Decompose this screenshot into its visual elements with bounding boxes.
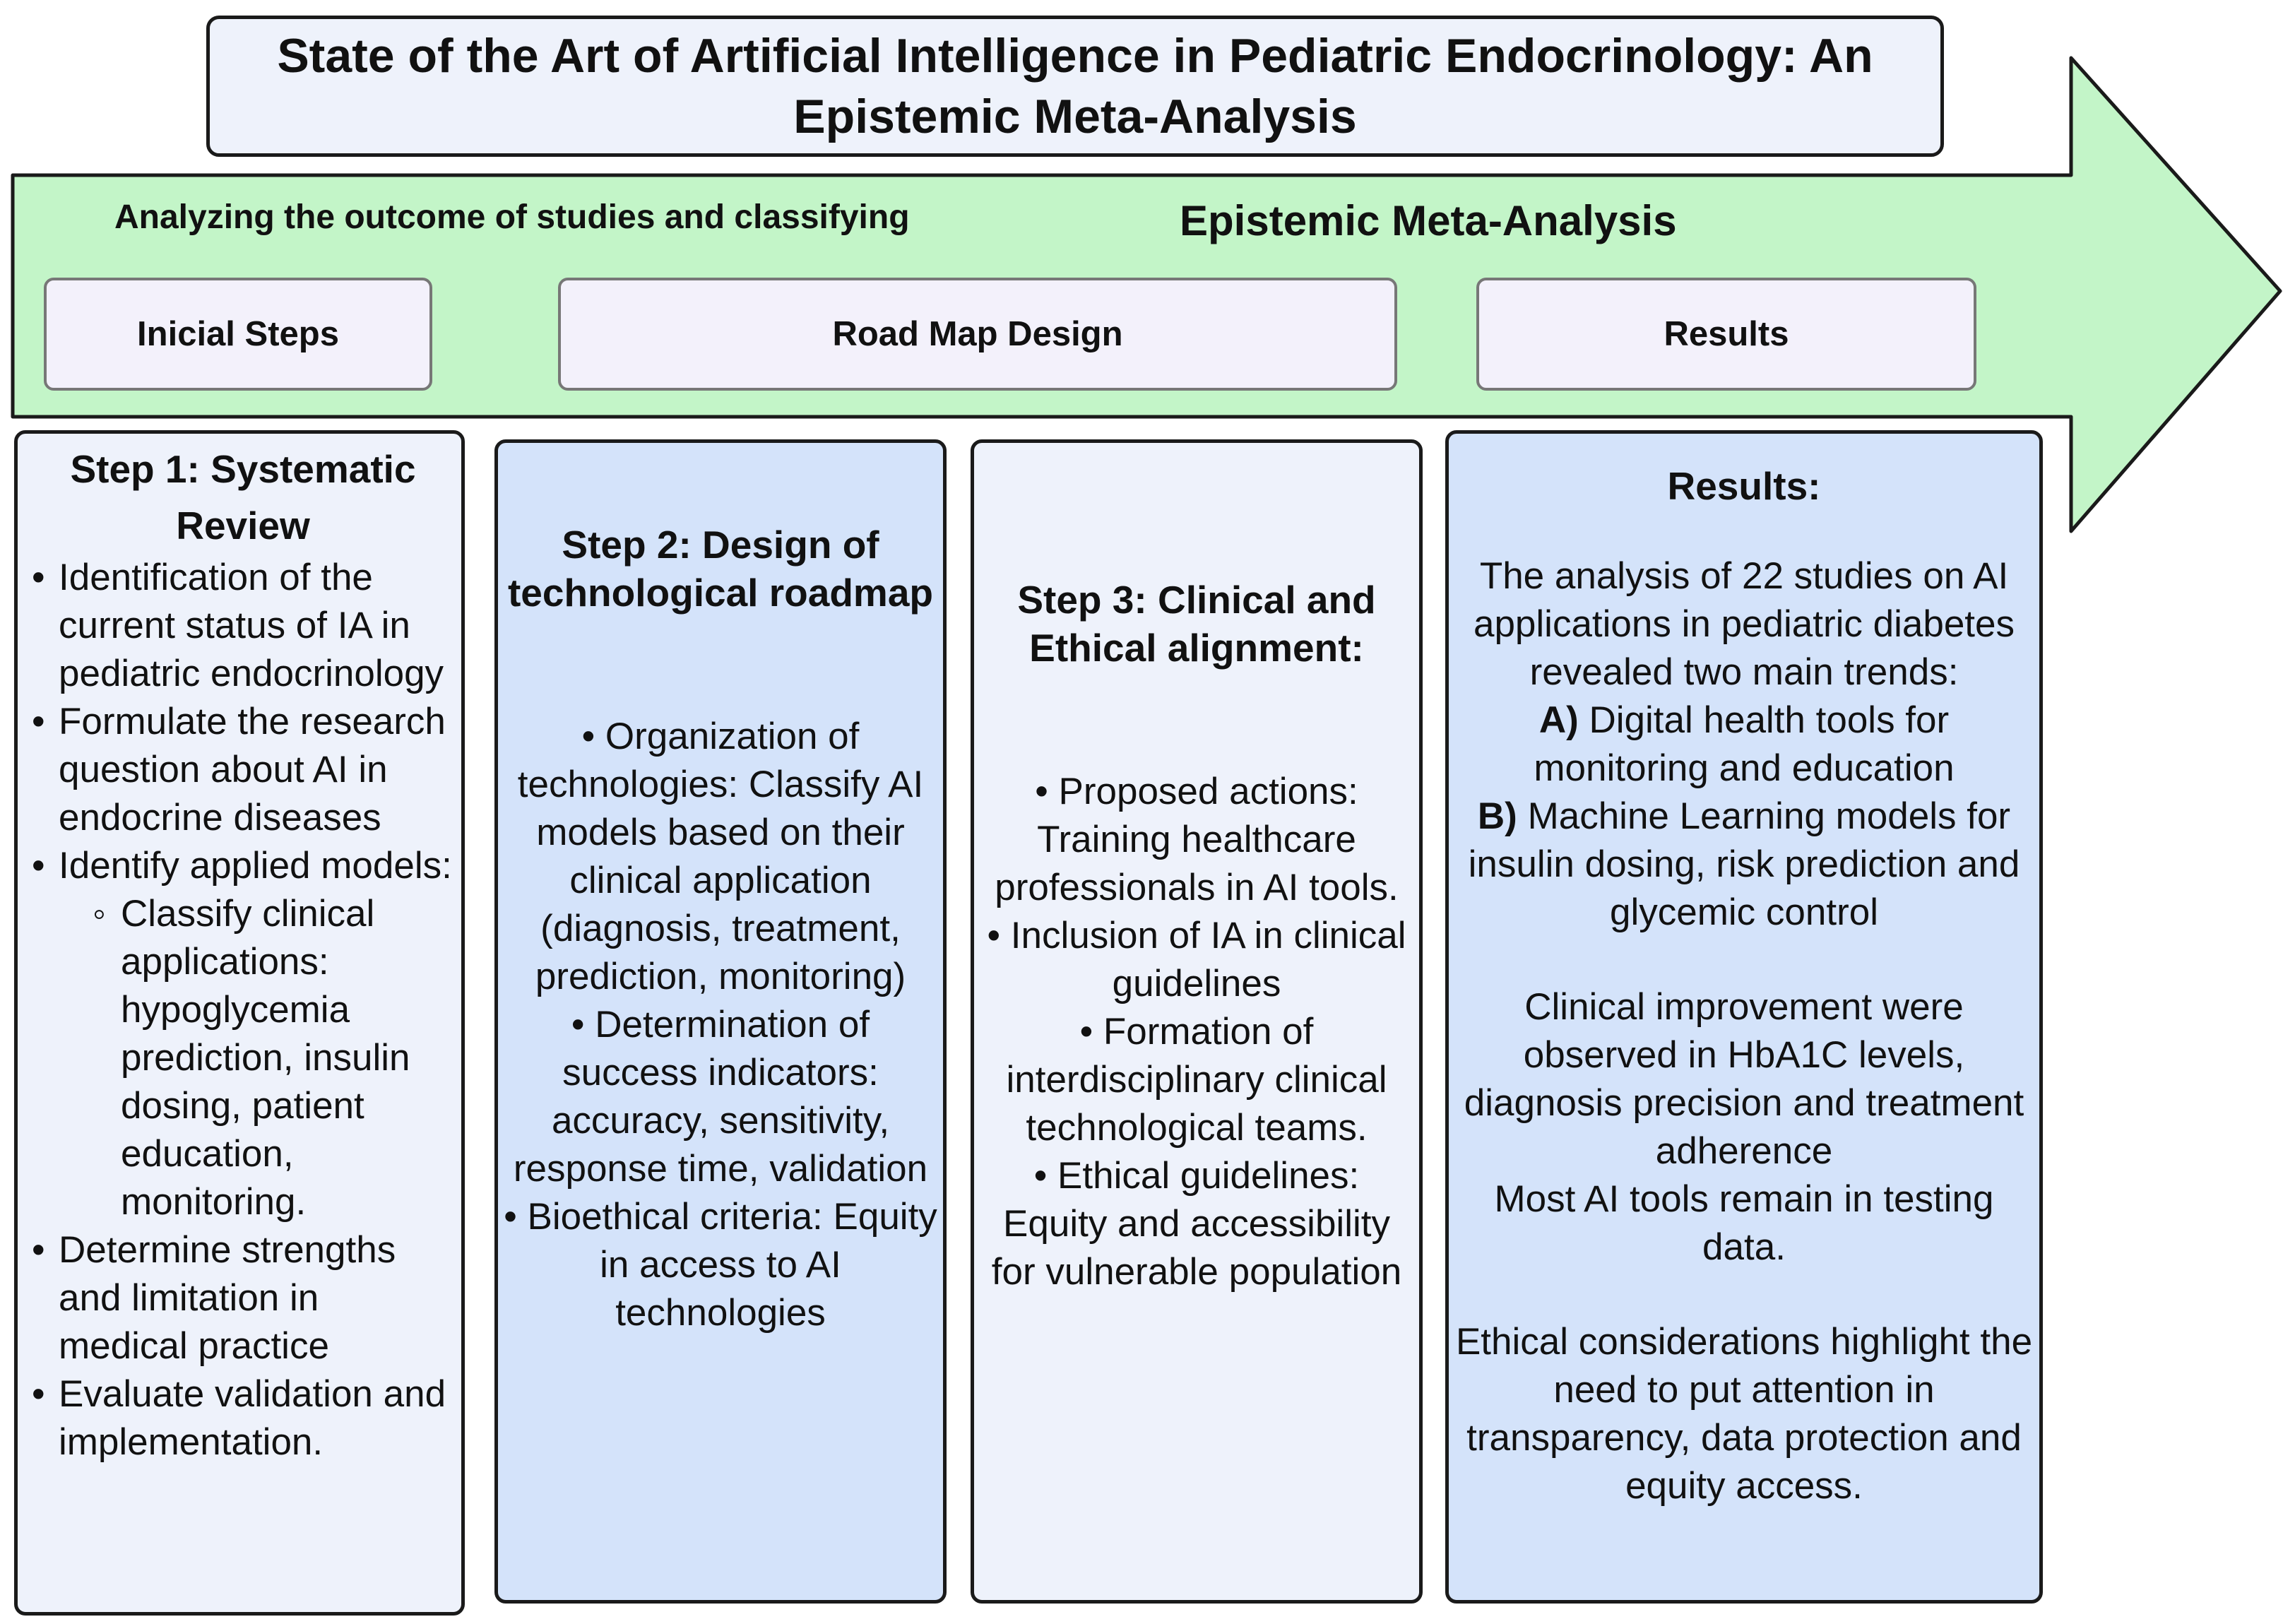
sub-list-item: ◦ Classify clinical applications: hypoglycemia prediction, insulin dosing, patient education, monitoring. — [59, 890, 456, 1226]
step3-title: Step 3: Clinical and Ethical alignment: — [1017, 578, 1376, 670]
list-item: • Ethical guidelines: Equity and accessibility for vulnerable population — [980, 1152, 1413, 1296]
spacer — [1454, 937, 2034, 983]
stage-results: Results — [1476, 278, 1976, 391]
band-left-label: Analyzing the outcome of studies and classifying — [114, 198, 910, 236]
list-item: • Formation of interdisciplinary clinical technological teams. — [980, 1008, 1413, 1152]
results-improvement: Clinical improvement were observed in HbA1C levels, diagnosis precision and treatment adherence — [1464, 986, 2024, 1172]
step1-title: Step 1: Systematic Review — [70, 447, 416, 547]
trend-a-text: Digital health tools for monitoring and education — [1534, 699, 1955, 789]
step3-panel — [971, 439, 1423, 1604]
step1-panel — [14, 430, 465, 1616]
results-ethics: Ethical considerations highlight the need to put attention in transparency, data protection and equity access. — [1455, 1321, 2033, 1507]
list-item: • Formulate the research question about AI in endocrine diseases — [30, 698, 456, 842]
results-panel — [1445, 430, 2043, 1604]
spacer — [1454, 1272, 2034, 1318]
list-item: • Determination of success indicators: accuracy, sensitivity, response time, validation — [504, 1001, 937, 1193]
stage-inicial-steps: Inicial Steps — [44, 278, 432, 391]
results-trend-a — [1454, 697, 2034, 793]
list-item-text: Identify applied models: — [59, 845, 452, 887]
list-item: • Organization of technologies: Classify AI models based on their clinical application (diagnosis, treatment, prediction, monitoring) — [504, 713, 937, 1001]
band-right-label: Epistemic Meta-Analysis — [1180, 197, 1677, 244]
step2-title: Step 2: Design of technological roadmap — [507, 523, 934, 615]
list-item: • Evaluate validation and implementation. — [30, 1370, 456, 1466]
trend-a-tag: A) — [1538, 699, 1579, 741]
trend-b-text: Machine Learning models for insulin dosing, risk prediction and glycemic control — [1468, 795, 2020, 933]
list-item: • Inclusion of IA in clinical guidelines — [980, 912, 1413, 1008]
stage-road-map-design: Road Map Design — [558, 278, 1397, 391]
trend-b-tag: B) — [1477, 795, 1517, 837]
diagram-title: State of the Art of Artificial Intelligence in Pediatric Endocrinology: An Epistemic Meta-Analysis — [206, 16, 1944, 157]
step1-list — [30, 554, 456, 1466]
results-testing: Most AI tools remain in testing data. — [1494, 1178, 1994, 1268]
list-item: • Determine strengths and limitation in medical practice — [30, 1226, 456, 1370]
list-item: • Proposed actions: Training healthcare professionals in AI tools. — [980, 768, 1413, 912]
list-item: • Identification of the current status of IA in pediatric endocrinology — [30, 554, 456, 698]
list-item — [30, 842, 456, 1226]
results-trend-b — [1454, 793, 2034, 937]
results-intro: The analysis of 22 studies on AI applications in pediatric diabetes revealed two main trends: — [1473, 555, 2015, 693]
step1-sublist — [59, 890, 456, 1226]
step2-panel — [494, 439, 947, 1604]
list-item: • Bioethical criteria: Equity in access to AI technologies — [504, 1193, 937, 1337]
results-title: Results: — [1667, 464, 1821, 508]
